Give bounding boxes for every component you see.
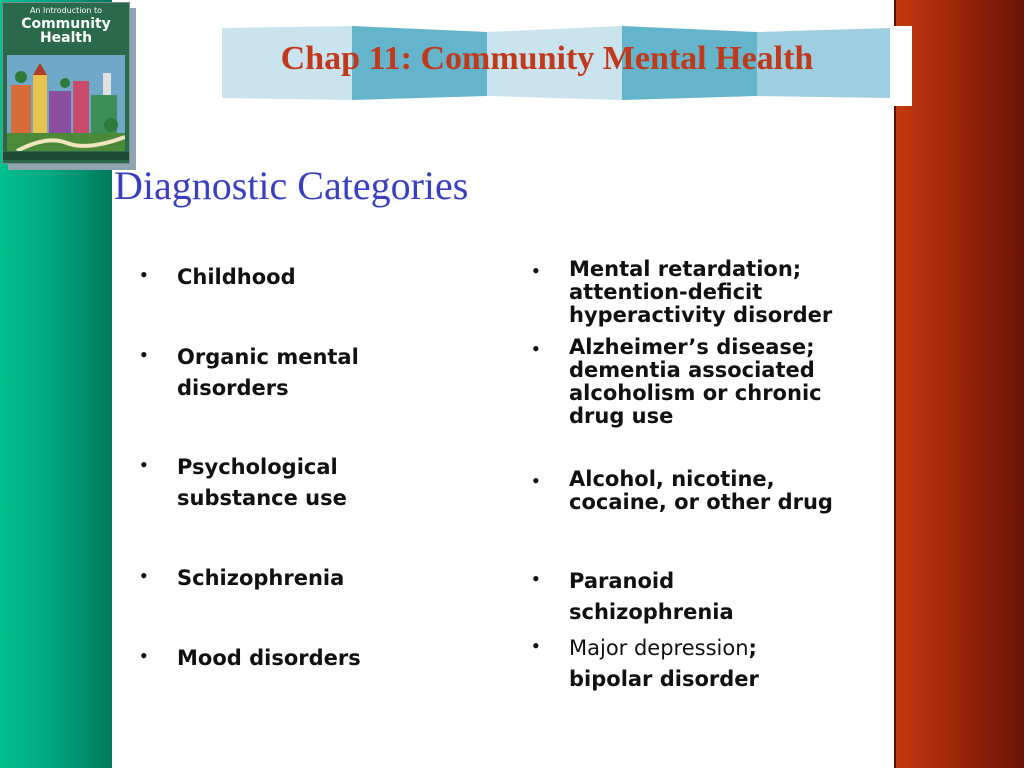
text-line: Psychological bbox=[177, 455, 338, 479]
list-item-text bbox=[569, 633, 899, 695]
text-line: Mood disorders bbox=[177, 646, 361, 670]
text-line: schizophrenia bbox=[569, 600, 734, 624]
bullet-marker: • bbox=[140, 563, 148, 588]
banner-end-tab bbox=[894, 26, 912, 106]
bullet-marker: • bbox=[140, 262, 148, 287]
list-item-text bbox=[177, 452, 467, 514]
bullet-marker: • bbox=[140, 643, 148, 668]
book-cover-illustration bbox=[7, 55, 125, 151]
slide-heading: Diagnostic Categories bbox=[114, 163, 469, 208]
list-item-text bbox=[177, 262, 467, 293]
list-item-text bbox=[569, 336, 899, 428]
bullet-marker: • bbox=[532, 633, 540, 658]
list-item-text bbox=[177, 643, 467, 674]
book-cover-line-1: An Introduction to bbox=[29, 6, 103, 15]
text-line: cocaine, or other drug bbox=[569, 490, 833, 514]
list-item-text bbox=[177, 342, 467, 404]
right-decorative-band bbox=[894, 0, 1024, 768]
text-line: Schizophrenia bbox=[177, 566, 345, 590]
text-line: substance use bbox=[177, 486, 347, 510]
list-item-text bbox=[569, 468, 899, 514]
book-cover-authors-strip bbox=[3, 152, 129, 160]
book-cover-image bbox=[2, 2, 130, 164]
bullet-marker: • bbox=[140, 452, 148, 477]
bullet-marker: • bbox=[532, 336, 540, 361]
text-line: Organic mental bbox=[177, 345, 359, 369]
bullet-marker: • bbox=[532, 468, 540, 493]
bullet-marker: • bbox=[532, 258, 540, 283]
text-line: alcoholism or chronic bbox=[569, 381, 822, 405]
bullet-marker: • bbox=[532, 566, 540, 591]
text-line: Alzheimer’s disease; bbox=[569, 335, 815, 359]
bullet-marker: • bbox=[140, 342, 148, 367]
text-line: Mental retardation; bbox=[569, 257, 802, 281]
text-line: Alcohol, nicotine, bbox=[569, 467, 775, 491]
text-bold-part: ; bbox=[748, 636, 757, 660]
text-line bbox=[569, 633, 899, 664]
text-normal-part: Major depression bbox=[569, 636, 749, 660]
text-line: bipolar disorder bbox=[569, 667, 759, 691]
list-item-text bbox=[177, 563, 467, 594]
text-line: drug use bbox=[569, 404, 674, 428]
text-line: disorders bbox=[177, 376, 289, 400]
text-line: Childhood bbox=[177, 265, 296, 289]
text-line: Paranoid bbox=[569, 569, 675, 593]
book-cover-line-2: Community bbox=[21, 16, 111, 32]
banner-title: Chap 11: Community Mental Health bbox=[280, 40, 814, 77]
text-line: dementia associated bbox=[569, 358, 815, 382]
book-cover-line-3: Health bbox=[39, 30, 93, 46]
text-line: hyperactivity disorder bbox=[569, 303, 833, 327]
list-item-text bbox=[569, 258, 899, 327]
book-cover-title bbox=[3, 7, 129, 45]
text-line: attention-deficit bbox=[569, 280, 763, 304]
list-item-text bbox=[569, 566, 899, 628]
